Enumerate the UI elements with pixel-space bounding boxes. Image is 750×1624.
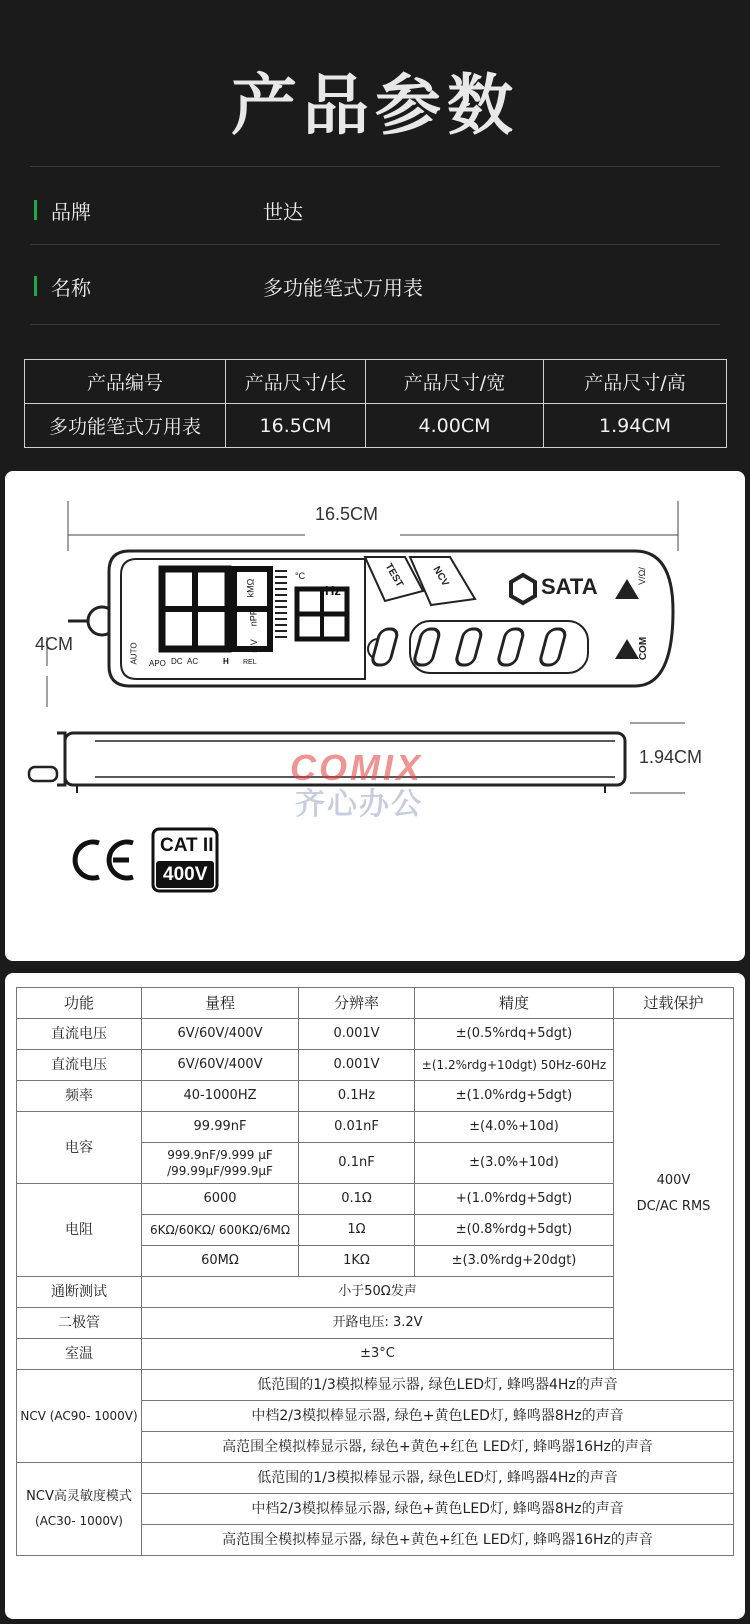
divider — [30, 166, 720, 167]
divider — [30, 244, 720, 245]
overload-cell — [614, 1019, 734, 1370]
table-header: 过载保护 — [614, 988, 734, 1019]
dimension-table — [24, 359, 727, 448]
product-drawing — [5, 471, 745, 961]
table-cell: 多功能笔式万用表 — [25, 404, 226, 448]
spec-row-brand — [34, 190, 714, 230]
spec-key: 名称 — [51, 275, 91, 300]
table-cell: ±3°C — [142, 1339, 614, 1370]
table-cell: 6V/60V/400V — [142, 1050, 299, 1081]
lcd-unit-c: °C — [295, 571, 306, 581]
table-header: 精度 — [415, 988, 614, 1019]
jack-label: V/Ω/ — [636, 567, 647, 585]
brand-logo: SATA — [541, 574, 598, 599]
lcd-npf: nPF — [248, 609, 259, 627]
table-cell: 0.1nF — [299, 1143, 415, 1184]
table-cell: ±(3.0%+10d) — [415, 1143, 614, 1184]
table-header: 产品尺寸/宽 — [366, 360, 544, 404]
ce-mark — [75, 842, 133, 878]
divider — [30, 324, 720, 325]
lcd-h: H — [223, 657, 229, 666]
table-cell: 99.99nF — [142, 1112, 299, 1143]
product-drawing-panel — [5, 471, 745, 961]
table-row — [17, 1019, 734, 1050]
table-header: 产品尺寸/长 — [226, 360, 366, 404]
lcd-ac: AC — [187, 657, 199, 666]
spec-table — [16, 987, 734, 1556]
table-cell: ±(1.2%rdg+10dgt) 50Hz-60Hz — [415, 1050, 614, 1081]
table-row — [17, 1370, 734, 1401]
lcd-auto: AUTO — [129, 642, 139, 665]
table-cell: ±(0.8%rdg+5dgt) — [415, 1215, 614, 1246]
table-cell: 低范围的1/3模拟棒显示器, 绿色LED灯, 蜂鸣器4Hz的声音 — [142, 1463, 734, 1494]
lcd-unit-hz: Hz — [325, 583, 341, 598]
ncv-button: NCV — [430, 564, 451, 589]
table-cell: 中档2/3模拟棒显示器, 绿色+黄色LED灯, 蜂鸣器8Hz的声音 — [142, 1401, 734, 1432]
table-cell: 小于50Ω发声 — [142, 1277, 614, 1308]
table-row — [25, 404, 727, 448]
lcd-mv: mV — [248, 639, 259, 653]
overload-voltage: 400V — [656, 1173, 691, 1188]
table-cell: 高范围全模拟棒显示器, 绿色+黄色+红色 LED灯, 蜂鸣器16Hz的声音 — [142, 1525, 734, 1556]
table-cell: 6V/60V/400V — [142, 1019, 299, 1050]
table-cell: NCV (AC90- 1000V) — [17, 1370, 142, 1463]
table-header-row — [17, 988, 734, 1019]
table-cell: 频率 — [17, 1081, 142, 1112]
table-cell: 室温 — [17, 1339, 142, 1370]
ncv-high-range: (AC30- 1000V) — [35, 1514, 123, 1528]
table-cell: 1Ω — [299, 1215, 415, 1246]
table-header: 分辨率 — [299, 988, 415, 1019]
table-cell: 40-1000HZ — [142, 1081, 299, 1112]
table-cell: 低范围的1/3模拟棒显示器, 绿色LED灯, 蜂鸣器4Hz的声音 — [142, 1370, 734, 1401]
table-row — [17, 1463, 734, 1494]
watermark-logo: COMIX — [290, 747, 424, 788]
table-cell: 1.94CM — [544, 404, 727, 448]
table-cell: ±(0.5%rdq+5dgt) — [415, 1019, 614, 1050]
table-row — [25, 360, 727, 404]
table-cell: 电容 — [17, 1112, 142, 1184]
table-cell: ±(3.0%rdg+20dgt) — [415, 1246, 614, 1277]
lcd-kmohm: kMΩ — [245, 578, 256, 598]
table-cell: 6000 — [142, 1184, 299, 1215]
table-cell: +(1.0%rdg+5dgt) — [415, 1184, 614, 1215]
spec-table-panel — [5, 973, 745, 1619]
table-cell: 中档2/3模拟棒显示器, 绿色+黄色LED灯, 蜂鸣器8Hz的声音 — [142, 1494, 734, 1525]
table-cell: 开路电压: 3.2V — [142, 1308, 614, 1339]
table-cell: 16.5CM — [226, 404, 366, 448]
lcd-apo: APO — [149, 659, 166, 668]
ncv-high-label: NCV高灵敏度模式 — [26, 1489, 132, 1504]
cat-voltage: 400V — [163, 864, 208, 885]
table-cell: 6KΩ/60KΩ/ 600KΩ/6MΩ — [142, 1215, 299, 1246]
table-header: 量程 — [142, 988, 299, 1019]
lcd-dc: DC — [171, 657, 183, 666]
spec-key: 品牌 — [51, 199, 91, 224]
table-cell: 通断测试 — [17, 1277, 142, 1308]
length-label: 16.5CM — [315, 504, 379, 524]
table-cell: 电阻 — [17, 1184, 142, 1277]
table-cell: 二极管 — [17, 1308, 142, 1339]
table-cell: 999.9nF/9.999 µF /99.99µF/999.9µF — [142, 1143, 299, 1184]
table-cell: 60MΩ — [142, 1246, 299, 1277]
width-label: 4CM — [35, 634, 74, 654]
height-label: 1.94CM — [639, 747, 703, 767]
table-cell: 0.1Hz — [299, 1081, 415, 1112]
table-cell: 1KΩ — [299, 1246, 415, 1277]
table-cell — [17, 1463, 142, 1556]
accent-bar — [34, 200, 37, 220]
table-cell: ±(1.0%rdg+5dgt) — [415, 1081, 614, 1112]
accent-bar — [34, 276, 37, 296]
spec-row-name — [34, 266, 714, 306]
table-cell: ±(4.0%+10d) — [415, 1112, 614, 1143]
table-cell: 0.001V — [299, 1050, 415, 1081]
com-label: COM — [638, 636, 650, 661]
table-header: 产品编号 — [25, 360, 226, 404]
table-cell: 0.01nF — [299, 1112, 415, 1143]
table-cell: 直流电压 — [17, 1050, 142, 1081]
table-cell: 0.001V — [299, 1019, 415, 1050]
table-cell: 0.1Ω — [299, 1184, 415, 1215]
lcd-rel: REL — [243, 659, 257, 666]
test-button: TEST — [382, 561, 405, 590]
page-title: 产品参数 — [231, 67, 519, 144]
cat-label: CAT II — [160, 835, 214, 856]
spec-value: 多功能笔式万用表 — [263, 275, 423, 300]
table-cell: 4.00CM — [366, 404, 544, 448]
watermark-text: 齐心办公 — [295, 788, 423, 821]
spec-value: 世达 — [263, 199, 303, 224]
table-header: 功能 — [17, 988, 142, 1019]
table-header: 产品尺寸/高 — [544, 360, 727, 404]
table-cell: 高范围全模拟棒显示器, 绿色+黄色+红色 LED灯, 蜂鸣器16Hz的声音 — [142, 1432, 734, 1463]
table-cell: 直流电压 — [17, 1019, 142, 1050]
overload-mode: DC/AC RMS — [636, 1199, 711, 1214]
